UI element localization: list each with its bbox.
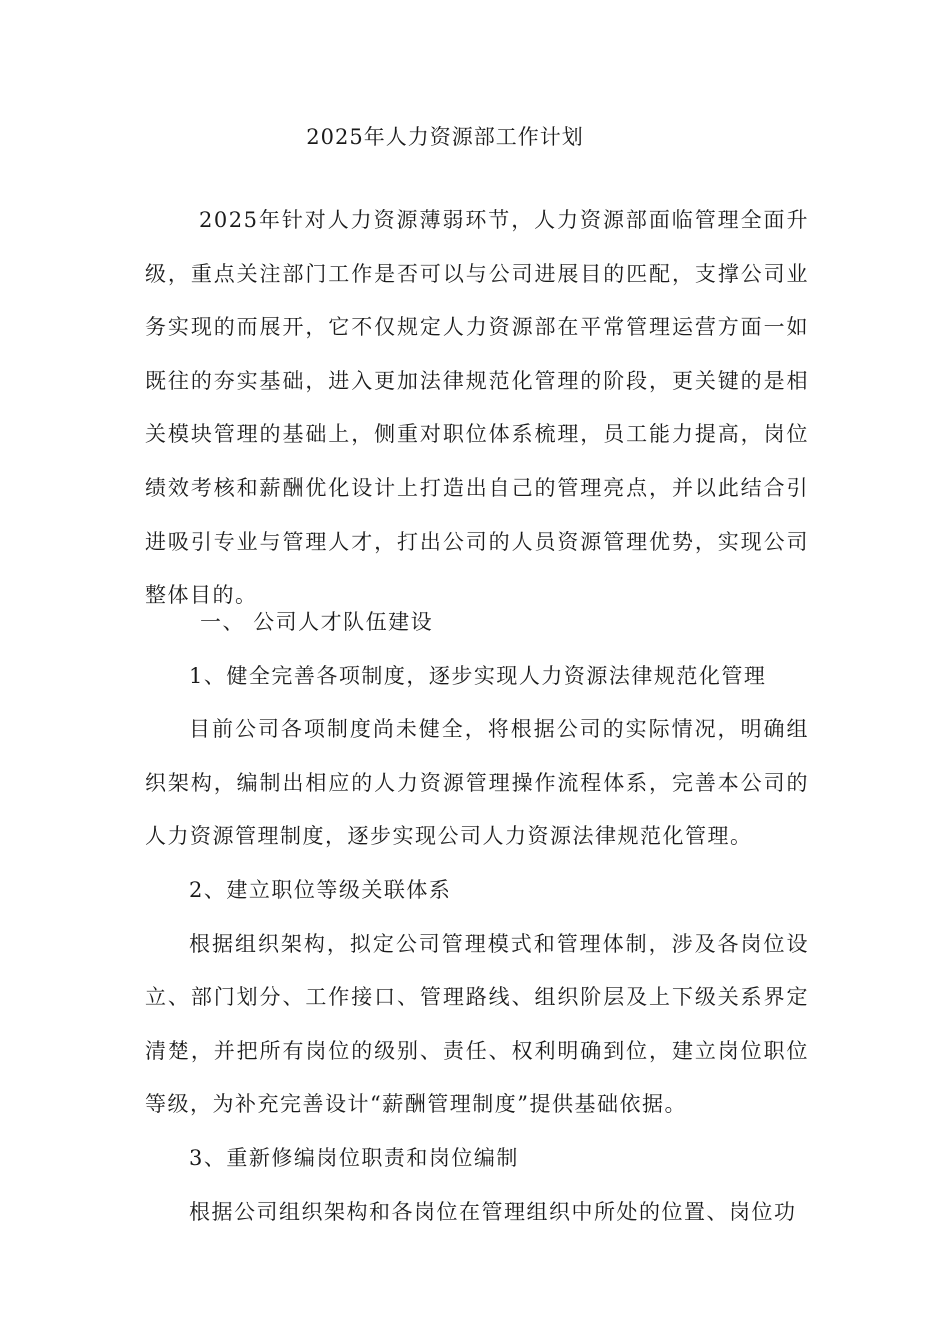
- item-paragraph: 目前公司各项制度尚未健全，将根据公司的实际情况，明确组织架构，编制出相应的人力资源管理操作流程体系，完善本公司的人力资源管理制度，逐步实现公司人力资源法律规范化管理。: [145, 717, 809, 849]
- document-title: 2025年人力资源部工作计划: [306, 125, 584, 149]
- section-heading: 一、 公司人才队伍建设: [200, 610, 434, 634]
- item-paragraph: 根据公司组织架构和各岗位在管理组织中所处的位置、岗位功: [189, 1199, 797, 1224]
- document-body: [145, 596, 809, 1239]
- intro-paragraph: 2025年针对人力资源薄弱环节，人力资源部面临管理全面升级，重点关注部门工作是否可以与公司进展目的匹配，支撑公司业务实现的而展开，它不仅规定人力资源部在平常管理运营方面一如既往的夯实基础，进入更加法律规范化管理的阶段，更关键的是相关模块管理的基础上，侧重对职位体系梳理，员工能力提高，岗位绩效考核和薪酬优化设计上打造出自己的管理亮点，并以此结合引进吸引专业与管理人才，打出公司的人员资源管理优势，实现公司整体目的。: [145, 208, 809, 608]
- item-heading: 1、健全完善各项制度，逐步实现人力资源法律规范化管理: [189, 663, 767, 688]
- item-heading: 3、重新修编岗位职责和岗位编制: [189, 1145, 519, 1170]
- item-paragraph: 根据组织架构，拟定公司管理模式和管理体制，涉及各岗位设立、部门划分、工作接口、管理路线、组织阶层及上下级关系界定清楚，并把所有岗位的级别、责任、权利明确到位，建立岗位职位等级，为补充完善设计“薪酬管理制度”提供基础依据。: [145, 931, 809, 1117]
- item-heading: 2、建立职位等级关联体系: [189, 877, 452, 902]
